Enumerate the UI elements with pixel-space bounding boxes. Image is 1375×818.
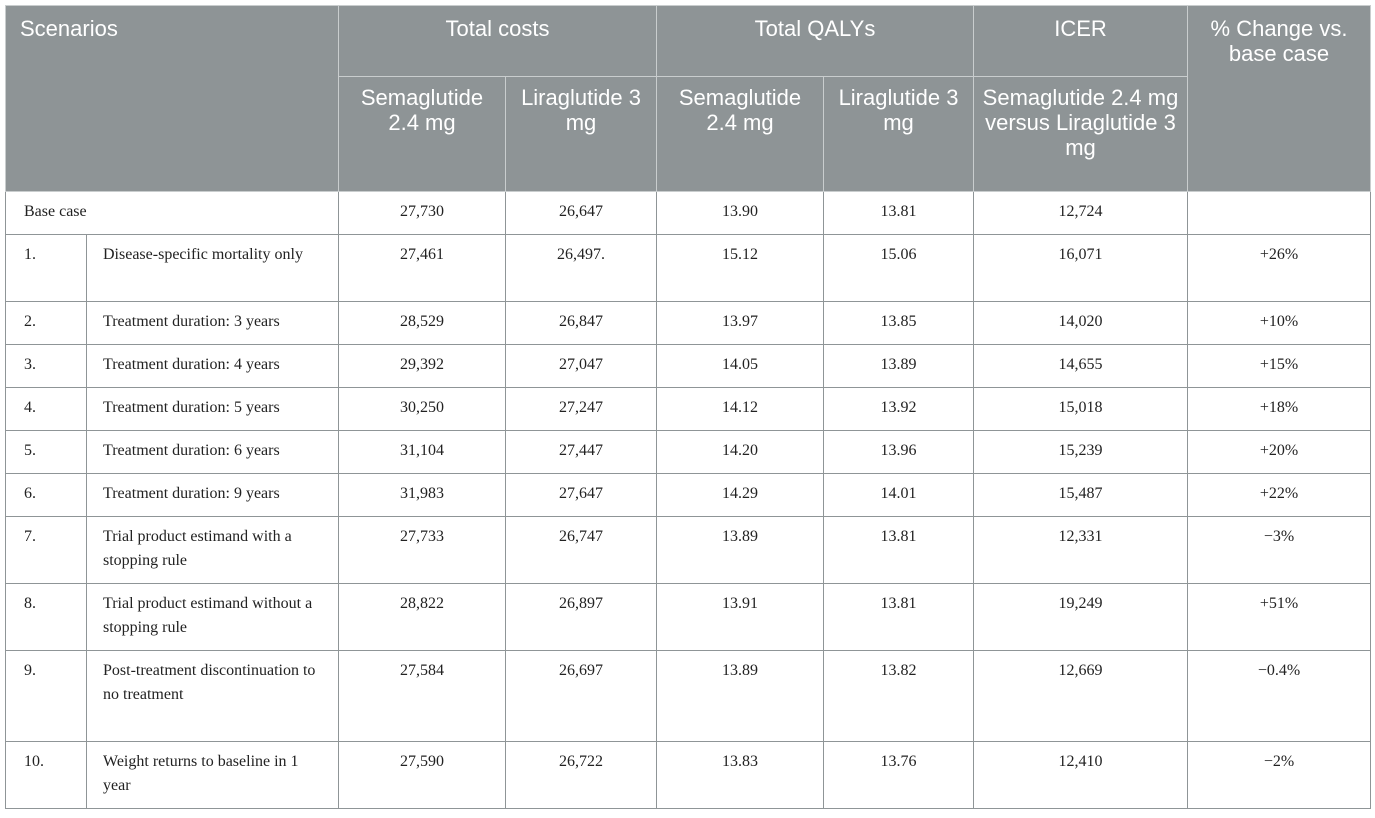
cell-cost-semaglutide: 28,822: [339, 584, 506, 651]
cell-qaly-semaglutide: 14.29: [657, 474, 824, 517]
cell-qaly-liraglutide: 13.81: [824, 584, 974, 651]
row-label: Treatment duration: 4 years: [87, 345, 339, 388]
cell-cost-semaglutide: 31,104: [339, 431, 506, 474]
cell-icer: 15,239: [974, 431, 1188, 474]
cell-qaly-semaglutide: 14.05: [657, 345, 824, 388]
row-label: Treatment duration: 6 years: [87, 431, 339, 474]
cell-icer: 19,249: [974, 584, 1188, 651]
cell-change: −3%: [1188, 517, 1371, 584]
cell-qaly-semaglutide: 13.89: [657, 651, 824, 742]
row-label: Treatment duration: 9 years: [87, 474, 339, 517]
row-label: Trial product estimand without a stopping rule: [87, 584, 339, 651]
cell-cost-liraglutide: 26,847: [506, 302, 657, 345]
row-number: 6.: [6, 474, 87, 517]
cell-icer: 12,724: [974, 192, 1188, 235]
cell-cost-semaglutide: 30,250: [339, 388, 506, 431]
cell-change: +26%: [1188, 235, 1371, 302]
table-row: [6, 517, 1371, 584]
table-row: [6, 302, 1371, 345]
cell-cost-semaglutide: 31,983: [339, 474, 506, 517]
cell-change: [1188, 192, 1371, 235]
cell-change: +22%: [1188, 474, 1371, 517]
header-icer: ICER: [974, 6, 1188, 77]
cell-qaly-semaglutide: 13.89: [657, 517, 824, 584]
row-number: 3.: [6, 345, 87, 388]
cell-cost-semaglutide: 27,733: [339, 517, 506, 584]
cell-cost-semaglutide: 27,584: [339, 651, 506, 742]
row-label: Treatment duration: 5 years: [87, 388, 339, 431]
row-label: Trial product estimand with a stopping rule: [87, 517, 339, 584]
cell-cost-liraglutide: 27,447: [506, 431, 657, 474]
cell-qaly-semaglutide: 15.12: [657, 235, 824, 302]
scenario-analysis-table: [5, 5, 1371, 809]
cell-qaly-semaglutide: 13.90: [657, 192, 824, 235]
cell-change: +20%: [1188, 431, 1371, 474]
cell-change: +10%: [1188, 302, 1371, 345]
table-row: [6, 431, 1371, 474]
cell-cost-semaglutide: 27,461: [339, 235, 506, 302]
subheader-qaly-liraglutide: Liraglutide 3 mg: [824, 77, 974, 192]
row-label: Treatment duration: 3 years: [87, 302, 339, 345]
subheader-icer-comparison: Semaglutide 2.4 mg versus Liraglutide 3 mg: [974, 77, 1188, 192]
row-number: 8.: [6, 584, 87, 651]
cell-cost-liraglutide: 27,047: [506, 345, 657, 388]
cell-cost-semaglutide: 29,392: [339, 345, 506, 388]
table-row: [6, 584, 1371, 651]
cell-cost-liraglutide: 26,647: [506, 192, 657, 235]
cell-cost-liraglutide: 27,247: [506, 388, 657, 431]
cell-qaly-semaglutide: 13.83: [657, 742, 824, 809]
row-number: 4.: [6, 388, 87, 431]
cell-cost-liraglutide: 26,747: [506, 517, 657, 584]
table-row: [6, 235, 1371, 302]
cell-change: −2%: [1188, 742, 1371, 809]
cell-qaly-semaglutide: 13.91: [657, 584, 824, 651]
row-number: 2.: [6, 302, 87, 345]
cell-cost-semaglutide: 27,590: [339, 742, 506, 809]
row-label: Disease-specific mortality only: [87, 235, 339, 302]
table-row: [6, 345, 1371, 388]
cell-cost-liraglutide: 26,722: [506, 742, 657, 809]
row-number: 7.: [6, 517, 87, 584]
cell-change: −0.4%: [1188, 651, 1371, 742]
table-row: [6, 742, 1371, 809]
cell-qaly-liraglutide: 13.82: [824, 651, 974, 742]
cell-qaly-liraglutide: 13.92: [824, 388, 974, 431]
cell-change: +18%: [1188, 388, 1371, 431]
row-label: Base case: [6, 192, 339, 235]
subheader-cost-liraglutide: Liraglutide 3 mg: [506, 77, 657, 192]
header-total-qalys: Total QALYs: [657, 6, 974, 77]
cell-qaly-liraglutide: 13.76: [824, 742, 974, 809]
cell-qaly-liraglutide: 13.81: [824, 192, 974, 235]
cell-qaly-semaglutide: 13.97: [657, 302, 824, 345]
cell-cost-liraglutide: 27,647: [506, 474, 657, 517]
table-row-base-case: [6, 192, 1371, 235]
table-row: [6, 388, 1371, 431]
table-row: [6, 474, 1371, 517]
cell-change: +51%: [1188, 584, 1371, 651]
cell-icer: 14,020: [974, 302, 1188, 345]
header-total-costs: Total costs: [339, 6, 657, 77]
row-number: 10.: [6, 742, 87, 809]
cell-icer: 14,655: [974, 345, 1188, 388]
row-label: Post-treatment discontinuation to no treatment: [87, 651, 339, 742]
cell-qaly-liraglutide: 13.81: [824, 517, 974, 584]
cell-icer: 15,487: [974, 474, 1188, 517]
cell-qaly-liraglutide: 15.06: [824, 235, 974, 302]
subheader-cost-semaglutide: Semaglutide 2.4 mg: [339, 77, 506, 192]
row-number: 1.: [6, 235, 87, 302]
cell-icer: 12,669: [974, 651, 1188, 742]
cell-icer: 12,331: [974, 517, 1188, 584]
cell-qaly-semaglutide: 14.20: [657, 431, 824, 474]
cell-cost-semaglutide: 27,730: [339, 192, 506, 235]
row-number: 9.: [6, 651, 87, 742]
cell-qaly-liraglutide: 13.85: [824, 302, 974, 345]
cell-cost-liraglutide: 26,697: [506, 651, 657, 742]
row-number: 5.: [6, 431, 87, 474]
cell-qaly-semaglutide: 14.12: [657, 388, 824, 431]
cell-icer: 16,071: [974, 235, 1188, 302]
cell-icer: 12,410: [974, 742, 1188, 809]
cell-qaly-liraglutide: 13.89: [824, 345, 974, 388]
cell-cost-liraglutide: 26,497.: [506, 235, 657, 302]
subheader-qaly-semaglutide: Semaglutide 2.4 mg: [657, 77, 824, 192]
row-label: Weight returns to baseline in 1 year: [87, 742, 339, 809]
header-scenarios: Scenarios: [6, 6, 339, 192]
cell-qaly-liraglutide: 14.01: [824, 474, 974, 517]
cell-qaly-liraglutide: 13.96: [824, 431, 974, 474]
cell-cost-liraglutide: 26,897: [506, 584, 657, 651]
cell-cost-semaglutide: 28,529: [339, 302, 506, 345]
cell-icer: 15,018: [974, 388, 1188, 431]
table-row: [6, 651, 1371, 742]
cell-change: +15%: [1188, 345, 1371, 388]
header-percent-change: % Change vs. base case: [1188, 6, 1371, 192]
